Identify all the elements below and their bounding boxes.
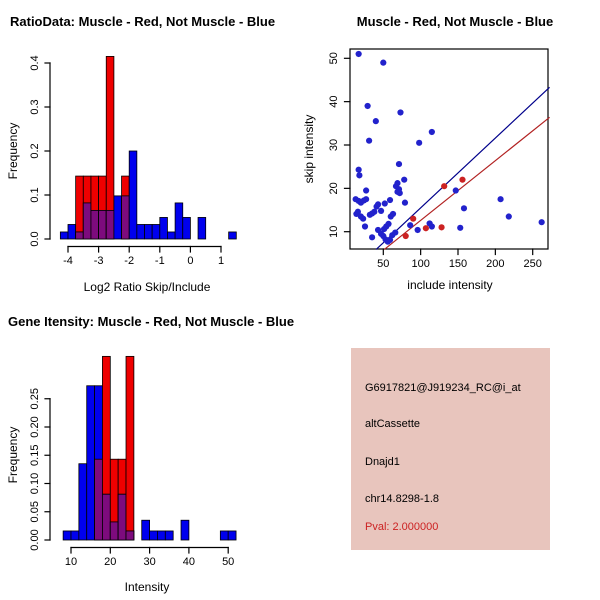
scatter-point-blue: [369, 234, 375, 240]
y-tick-label: 0.20: [29, 416, 41, 438]
hist-bar-blue: [63, 531, 71, 540]
intensity-scatter-chart: [300, 0, 600, 300]
hist-bar-overlap: [99, 210, 107, 239]
scatter-point-blue: [385, 221, 391, 227]
scatter-point-blue: [416, 140, 422, 146]
locus-text: chr14.8298-1.8: [365, 493, 439, 505]
x-tick-label: 50: [377, 258, 390, 270]
scatter-point-blue: [407, 222, 413, 228]
scatter-point-blue: [373, 118, 379, 124]
hist-bar-blue: [79, 464, 87, 540]
y-tick-label: 0.0: [29, 231, 41, 247]
scatter-point-blue: [360, 216, 366, 222]
hist-bar-blue: [181, 520, 189, 540]
scatter-plot-area: [328, 49, 549, 270]
hist-bar-blue: [152, 224, 160, 239]
y-tick-label: 0.2: [29, 143, 41, 159]
y-tick-label: 50: [328, 52, 340, 65]
x-tick-label: 200: [486, 258, 505, 270]
y-tick-label: 0.15: [29, 444, 41, 466]
scatter-point-blue: [387, 197, 393, 203]
y-tick-label: 0.05: [29, 501, 41, 523]
hist-bar-blue: [157, 531, 165, 540]
y-tick-label: 20: [328, 182, 340, 195]
hist-bar-overlap: [102, 494, 110, 540]
splice-type-text: altCassette: [365, 418, 421, 430]
hist-bar-overlap: [83, 203, 91, 239]
hist-bar-blue: [167, 232, 175, 239]
scatter-point-red: [410, 216, 416, 222]
hist-bar-blue: [165, 531, 173, 540]
scatter-point-blue: [365, 103, 371, 109]
gene-name-text: Dnajd1: [365, 456, 400, 468]
hist-bar-overlap: [122, 196, 130, 239]
x-tick-label: 50: [222, 556, 235, 568]
pval-text: Pval: 2.000000: [365, 521, 439, 533]
scatter-point-blue: [453, 187, 459, 193]
x-tick-label: -2: [124, 255, 135, 267]
x-tick-label: 0: [187, 255, 194, 267]
scatter-point-blue: [429, 129, 435, 135]
scatter-point-blue: [506, 213, 512, 219]
hist-bar-blue: [60, 232, 68, 239]
gene-histogram-plot-area: [29, 356, 236, 568]
scatter-title: Muscle - Red, Not Muscle - Blue: [356, 14, 554, 29]
x-tick-label: 30: [143, 556, 156, 568]
x-tick-label: 20: [104, 556, 117, 568]
hist-bar-blue: [220, 531, 228, 540]
hist-bar-blue: [175, 203, 183, 239]
y-tick-label: 0.25: [29, 388, 41, 410]
scatter-point-blue: [363, 196, 369, 202]
ratio-histogram-plot-area: [29, 55, 236, 267]
gene-histogram-xlabel: Intensity: [124, 580, 170, 594]
hist-bar-overlap: [106, 210, 114, 239]
scatter-point-red: [403, 233, 409, 239]
scatter-point-blue: [457, 225, 463, 231]
scatter-point-blue: [390, 211, 396, 217]
scatter-point-blue: [402, 200, 408, 206]
scatter-point-blue: [378, 208, 384, 214]
hist-bar-overlap: [76, 232, 84, 239]
hist-bar-blue: [71, 531, 79, 540]
hist-bar-blue: [160, 217, 168, 239]
y-tick-label: 0.1: [29, 187, 41, 203]
hist-bar-blue: [87, 386, 95, 540]
hist-bar-red: [76, 176, 84, 239]
regression-line-red: [385, 118, 549, 249]
y-tick-label: 30: [328, 138, 340, 152]
hist-bar-overlap: [91, 210, 99, 239]
scatter-point-red: [459, 177, 465, 183]
hist-bar-overlap: [118, 494, 126, 540]
x-tick-label: 150: [448, 258, 468, 270]
scatter-point-blue: [394, 180, 400, 186]
y-tick-label: 0.10: [29, 472, 41, 495]
ratio-histogram-chart: [0, 0, 300, 300]
x-tick-label: 40: [182, 556, 196, 568]
x-tick-label: -1: [154, 255, 165, 267]
y-tick-label: 0.4: [29, 55, 41, 71]
gene-histogram-title: Gene Itensity: Muscle - Red, Not Muscle - Blue: [8, 314, 295, 329]
scatter-point-blue: [429, 223, 435, 229]
scatter-ylabel: skip intensity: [302, 114, 316, 184]
scatter-point-blue: [366, 138, 372, 144]
scatter-point-blue: [461, 205, 467, 211]
hist-bar-blue: [142, 520, 150, 540]
gene-info-panel: [300, 300, 600, 600]
hist-bar-blue: [114, 196, 122, 239]
hist-bar-overlap: [95, 459, 103, 540]
scatter-point-blue: [397, 109, 403, 115]
scatter-point-blue: [392, 229, 398, 235]
scatter-point-blue: [356, 51, 362, 57]
scatter-point-blue: [397, 190, 403, 196]
gene-info-background: [351, 348, 550, 550]
x-tick-label: 250: [523, 258, 542, 270]
gene-intensity-histogram-chart: [0, 300, 300, 600]
hist-bar-overlap: [110, 522, 118, 540]
hist-bar-overlap: [126, 531, 134, 540]
scatter-point-blue: [362, 223, 368, 229]
scatter-point-blue: [401, 177, 407, 183]
scatter-point-red: [441, 183, 447, 189]
plot-border: [350, 49, 548, 249]
x-tick-label: 1: [217, 255, 225, 267]
y-tick-label: 0.00: [29, 529, 41, 551]
scatter-point-blue: [380, 60, 386, 66]
y-tick-label: 10: [328, 225, 340, 238]
scatter-point-blue: [382, 200, 388, 206]
x-tick-label: 10: [64, 556, 78, 568]
probe-id-text: G6917821@J919234_RC@i_at: [365, 382, 521, 394]
hist-bar-blue: [198, 217, 206, 239]
hist-bar-blue: [229, 232, 237, 239]
scatter-point-blue: [396, 161, 402, 167]
ratio-histogram-ylabel: Frequency: [6, 122, 20, 180]
x-tick-label: -4: [63, 255, 73, 267]
gene-histogram-ylabel: Frequency: [6, 426, 20, 484]
scatter-point-red: [423, 225, 429, 231]
y-tick-label: 0.3: [29, 99, 41, 115]
y-tick-label: 40: [328, 95, 340, 108]
scatter-xlabel: include intensity: [407, 278, 493, 292]
hist-bar-blue: [68, 224, 76, 239]
scatter-point-blue: [356, 172, 362, 178]
hist-bar-blue: [129, 151, 137, 239]
x-tick-label: 100: [411, 258, 430, 270]
ratio-histogram-xlabel: Log2 Ratio Skip/Include: [83, 280, 211, 294]
scatter-point-red: [438, 224, 444, 230]
hist-bar-red: [126, 356, 134, 540]
hist-bar-blue: [137, 224, 145, 239]
hist-bar-blue: [150, 531, 158, 540]
scatter-point-blue: [539, 219, 545, 225]
hist-bar-blue: [183, 217, 191, 239]
x-tick-label: -3: [93, 255, 104, 267]
hist-bar-blue: [145, 224, 153, 239]
scatter-point-blue: [415, 227, 421, 233]
scatter-point-blue: [363, 187, 369, 193]
scatter-point-blue: [356, 167, 362, 173]
hist-bar-blue: [228, 531, 236, 540]
scatter-point-blue: [497, 196, 503, 202]
scatter-point-blue: [375, 201, 381, 207]
ratio-histogram-title: RatioData: Muscle - Red, Not Muscle - Blue: [10, 14, 276, 29]
